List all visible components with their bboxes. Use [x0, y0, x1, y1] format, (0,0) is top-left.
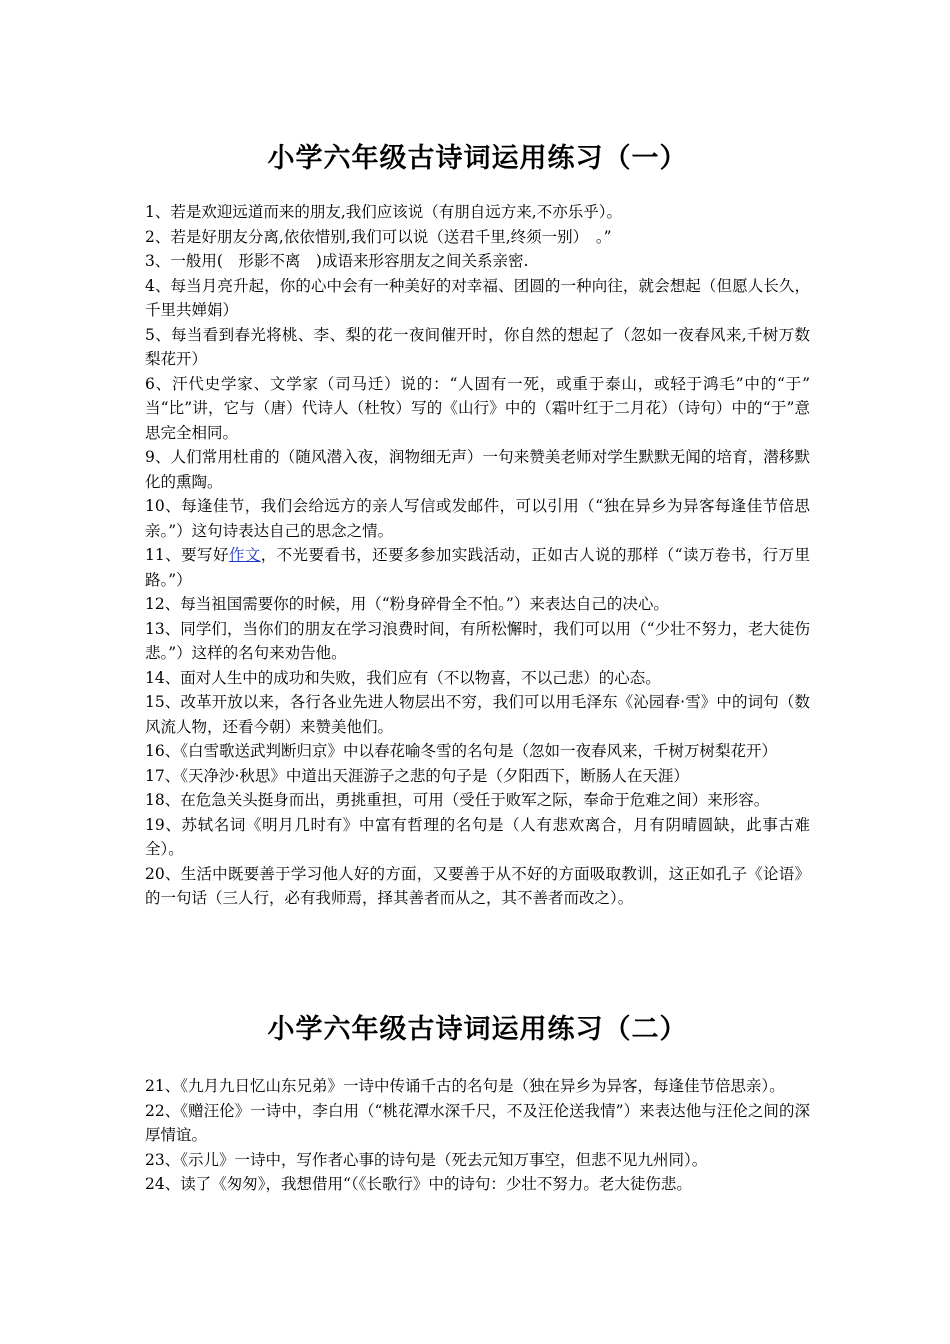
question-22: 22、《赠汪伦》一诗中，李白用（“桃花潭水深千尺，不及汪伦送我情”）来表达他与汪伦之间的深厚情谊。	[145, 1101, 810, 1144]
section-1-items	[145, 200, 826, 911]
section-2-items	[145, 1074, 810, 1197]
question-1: 1、若是欢迎远道而来的朋友,我们应该说（有朋自远方来,不亦乐乎）。	[145, 203, 622, 221]
section-1-title: 小学六年级古诗词运用练习（一）	[267, 143, 688, 174]
question-14: 14、面对人生中的成功和失败，我们应有（不以物喜，不以己悲）的心态。	[145, 668, 661, 687]
question-6: 6、汗代史学家、文学家（司马迁）说的：“人固有一死，或重于泰山，或轻于鸿毛”中的“于” 当“比”讲，它与（唐）代诗人（杜牧）写的《山行》中的（霜叶红于二月花）（诗句）中的“于”意思完全相同。	[145, 374, 826, 442]
essay-link[interactable]: 作文	[228, 546, 261, 564]
section-2-title: 小学六年级古诗词运用练习（二）	[267, 1014, 688, 1045]
question-24: 24、读了《匆匆》，我想借用“（《长歌行》中的诗句：少壮不努力。老大徒伤悲。	[145, 1175, 692, 1193]
question-5: 5、每当看到春光将桃、李、梨的花一夜间催开时，你自然的想起了（忽如一夜春风来,千树万数梨花开）	[145, 325, 810, 368]
question-12: 12、每当祖国需要你的时候，用（“粉身碎骨全不怕。”）来表达自己的决心。	[145, 595, 669, 613]
question-3: 3、一般用( 形影不离 )成语来形容朋友之间关系亲密.	[145, 252, 529, 270]
question-21: 21、《九月九日忆山东兄弟》一诗中传诵千古的名句是（独在异乡为异客，每逢佳节倍思亲）。	[145, 1077, 785, 1095]
question-16: 16、《白雪歌送武判断归京》中以春花喻冬雪的名句是（忽如一夜春风来，千树万树梨花开）	[145, 742, 777, 760]
question-23: 23、《示儿》一诗中，写作者心事的诗句是（死去元知万事空，但悲不见九州同）。	[145, 1150, 708, 1169]
question-15: 15、改革开放以来，各行各业先进人物层出不穷，我们可以用毛泽东《沁园春·雪》中的词句（数风流人物，还看今朝）来赞美他们。	[145, 693, 810, 736]
question-11	[145, 543, 810, 592]
question-13: 13、同学们，当你们的朋友在学习浪费时间，有所松懈时，我们可以用（“少壮不努力，老大徒伤悲。”）这样的名句来劝告他。	[145, 619, 810, 662]
question-18: 18、在危急关头挺身而出，勇挑重担，可用（受任于败军之际，奉命于危难之间）来形容。	[145, 791, 770, 809]
question-10: 10、每逢佳节，我们会给远方的亲人写信或发邮件，可以引用（“独在异乡为异客每逢佳节倍思亲。”）这句诗表达自己的思念之情。	[145, 497, 810, 540]
question-19: 19、苏轼名词《明月几时有》中富有哲理的名句是（人有悲欢离合，月有阴晴圆缺，此事古难全）。	[145, 815, 810, 858]
question-9: 9、人们常用杜甫的（随风潜入夜，润物细无声）一句来赞美老师对学生默默无闻的培育，潜移默化的熏陶。	[145, 448, 810, 491]
question-20: 20、生活中既要善于学习他人好的方面，又要善于从不好的方面吸取教训，这正如孔子《论语》的一句话（三人行，必有我师焉，择其善者而从之，其不善者而改之）。	[145, 864, 810, 907]
question-11-suffix: ，不光要看书，还要多参加实践活动，正如古人说的那样（“读万卷书，行万里路。”）	[145, 546, 810, 589]
question-2: 2、若是好朋友分离,依依惜别,我们可以说（送君千里,终须一别） 。”	[145, 227, 612, 246]
question-4: 4、每当月亮升起，你的心中会有一种美好的对幸福、团圆的一种向往，就会想起（但愿人长久，千里共婵娟）	[145, 276, 810, 319]
question-11-prefix: 11、要写好	[145, 546, 229, 564]
question-17: 17、《天净沙·秋思》中道出天涯游子之悲的句子是（夕阳西下，断肠人在天涯）	[145, 766, 689, 785]
